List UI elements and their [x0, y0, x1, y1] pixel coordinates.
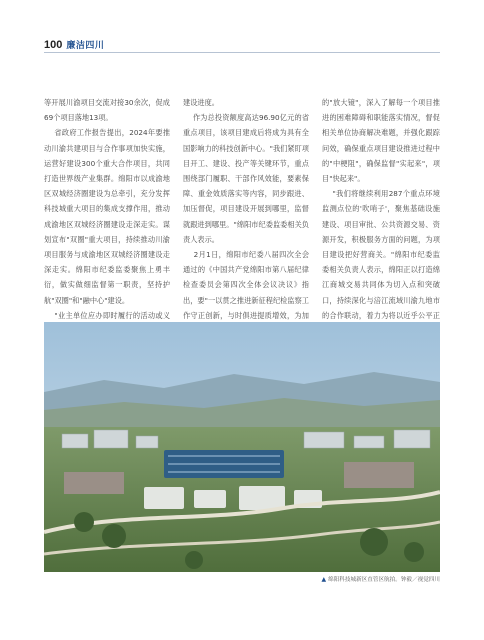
- article-column-2: 建设进度。 作为总投资额度高达96.90亿元的省重点项目，该项目建成后将成为具有全国影响力的科技创新中心。"我们紧盯项目开工、建设、投产等关键环节，重点围绕部门履职、干部作风效能，要素保障、重金效质落实等内容，同步跟进、加压督促，项目建设开展到哪里，监督就跟进到哪里。"绵阳市纪委监委相关负责人表示。 2月1日，绵阳市纪委八届四次全会通过的《中国共产党绵阳市第八届纪律检查委员会第四次全体会议决议》指出，要"一以贯之推进新征程纪检监察工作守正创新，与时俱进提质增效，为加: [183, 98, 310, 320]
- aerial-photo-illustration: [44, 322, 440, 572]
- caption-text: 绵阳科技城新区直管区航拍。钟毅／视觉四川: [328, 577, 440, 583]
- caption-triangle-icon: ▲: [321, 575, 327, 583]
- photo-caption: [321, 575, 440, 583]
- page-number: 100: [44, 38, 63, 51]
- header-rule: [44, 52, 440, 53]
- page-header: [44, 38, 104, 51]
- article-column-3-text: 的"放大镜"，深入了解每一个项目推进的困难障碍和职能落实情况，督促相关单位协商解决难题，并强化跟踪问效，确保重点项目建设推进过程中的"中梗阻"，确保监督"实起来"，项目"快起来"。 "我们将继续利用287个重点环境监测点位的'吹哨子'，聚焦基础设施建设、项目审批、公共资源交易、资源开发，积极服务方面的问题，为项目建设把好营商关。"绵阳市纪委监委相关负责人表示，绵阳正以打造绵江商城交易共同体为切入点和突破口，持续深化与涪江流域川渝九地市的合作联动，着力为将以近乎公平正: [322, 98, 440, 320]
- magazine-name: 廉洁四川: [66, 41, 105, 51]
- aerial-city-photo: [44, 322, 440, 572]
- article-column-1: 等开展川渝项目交流对接30余次，促成69个项目落地13项。 省政府工作报告提出，2024年要推动川渝共建项目与合作事项加快实施，运营好建设300个重大合作项目，共同打造世界级产业集群。绵阳市以成渝地区双城经济圈建设为总牵引，充分发挥科技城重大项目的集成支撑作用，推动成渝地区双城经济圈建设走深走实。谋划宣布"双圈"重大项目，持续推动川渝项目服务与成渝地区双城经济圈建设走深走实。绵阳市纪委监委聚焦上勇丰衍，做实做细监督第一职责，坚持护航"双圈"和"融中心"建设。 "业主单位应办即时履行的活动或义: [44, 98, 171, 320]
